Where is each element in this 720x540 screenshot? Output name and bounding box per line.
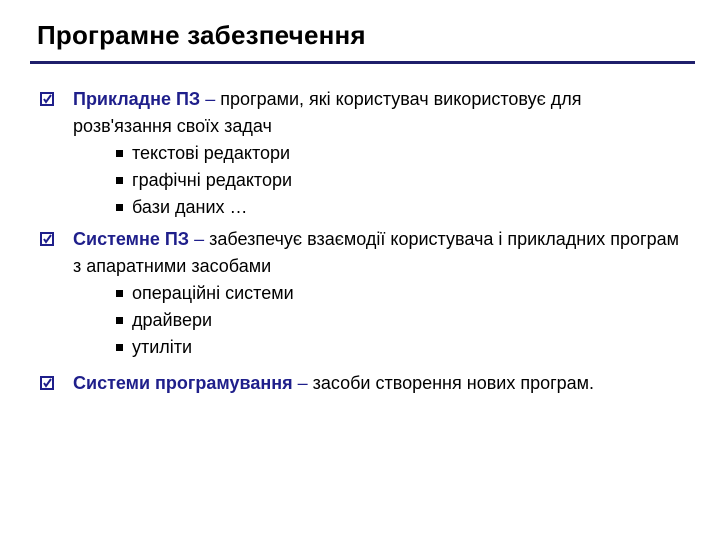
sublist-item-label: графічні редактори — [132, 170, 293, 190]
list-item-programming-systems — [40, 370, 680, 397]
square-bullet-icon — [116, 344, 123, 351]
sublist — [40, 280, 680, 361]
sublist-item — [40, 280, 680, 307]
item-dash: – — [205, 89, 216, 109]
sublist-item-label: драйвери — [132, 310, 213, 330]
square-bullet-icon — [116, 290, 123, 297]
item-description: забезпечує взаємодії користувача і прикладних програм з апаратними засобами — [73, 229, 679, 276]
sublist-item — [40, 334, 680, 361]
square-bullet-icon — [116, 150, 123, 157]
square-bullet-icon — [116, 317, 123, 324]
sublist-item — [40, 307, 680, 334]
sublist-item — [40, 194, 680, 221]
item-heading: Прикладне ПЗ — [73, 89, 201, 109]
title-divider — [30, 61, 695, 64]
checkbox-icon — [40, 232, 54, 246]
list-item-system-software — [40, 226, 680, 361]
sublist — [40, 140, 680, 221]
checkbox-icon — [40, 92, 54, 106]
item-dash: – — [194, 229, 205, 249]
sublist-item — [40, 140, 680, 167]
item-dash: – — [297, 373, 308, 393]
sublist-item — [40, 167, 680, 194]
list-item-application-software — [40, 86, 680, 221]
page-title: Програмне забезпечення — [37, 20, 366, 50]
sublist-item-label: бази даних … — [132, 197, 248, 217]
item-description: програми, які користувач використовує для розв'язання своїх задач — [73, 89, 582, 136]
sublist-item-label: утиліти — [132, 337, 193, 357]
square-bullet-icon — [116, 177, 123, 184]
checkbox-icon — [40, 376, 54, 390]
square-bullet-icon — [116, 204, 123, 211]
item-heading: Системи програмування — [73, 373, 293, 393]
item-heading: Системне ПЗ — [73, 229, 190, 249]
item-description: засоби створення нових програм. — [312, 373, 595, 393]
sublist-item-label: операційні системи — [132, 283, 294, 303]
sublist-item-label: текстові редактори — [132, 143, 291, 163]
